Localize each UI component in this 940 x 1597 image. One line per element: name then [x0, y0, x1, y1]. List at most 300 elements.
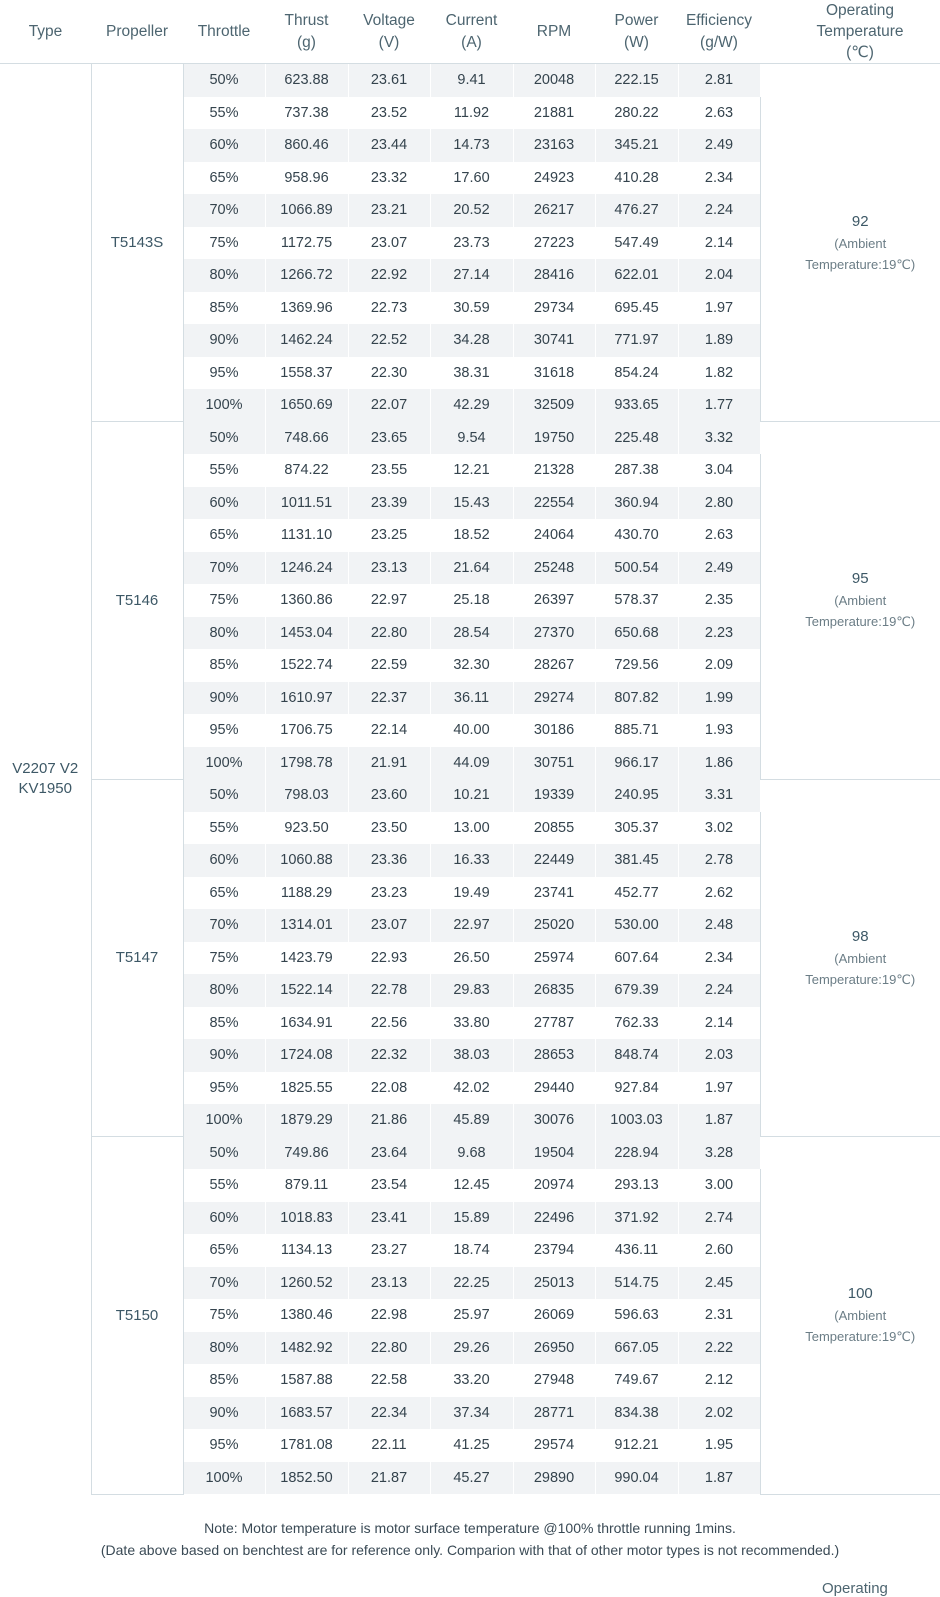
table-row	[0, 1137, 940, 1170]
current-cell: 28.54	[430, 617, 513, 650]
efficiency-cell: 3.00	[678, 1169, 760, 1202]
throttle-cell: 70%	[183, 1267, 265, 1300]
power-cell: 667.05	[595, 1332, 678, 1365]
power-cell: 854.24	[595, 357, 678, 390]
power-cell: 360.94	[595, 487, 678, 520]
table-row	[0, 64, 940, 97]
throttle-cell: 75%	[183, 1299, 265, 1332]
rpm-cell: 29734	[513, 292, 595, 325]
power-cell: 476.27	[595, 194, 678, 227]
thrust-cell: 1060.88	[265, 844, 348, 877]
current-cell: 33.80	[430, 1007, 513, 1040]
efficiency-cell: 1.99	[678, 682, 760, 715]
efficiency-cell: 2.09	[678, 649, 760, 682]
thrust-cell: 1634.91	[265, 1007, 348, 1040]
current-cell: 25.97	[430, 1299, 513, 1332]
power-cell: 280.22	[595, 97, 678, 130]
current-cell: 41.25	[430, 1429, 513, 1462]
temperature-value: 95	[761, 568, 940, 590]
rpm-cell: 21881	[513, 97, 595, 130]
rpm-cell: 30751	[513, 747, 595, 780]
rpm-cell: 29574	[513, 1429, 595, 1462]
voltage-cell: 23.39	[348, 487, 430, 520]
throttle-cell: 95%	[183, 357, 265, 390]
propeller-cell: T5146	[91, 422, 183, 780]
voltage-cell: 22.32	[348, 1039, 430, 1072]
voltage-cell: 21.87	[348, 1462, 430, 1495]
efficiency-cell: 1.86	[678, 747, 760, 780]
power-cell: 771.97	[595, 324, 678, 357]
thrust-cell: 1798.78	[265, 747, 348, 780]
ambient-temperature-note: (Ambient	[761, 1305, 940, 1326]
thrust-cell: 1706.75	[265, 714, 348, 747]
thrust-cell: 879.11	[265, 1169, 348, 1202]
power-cell: 547.49	[595, 227, 678, 260]
rpm-cell: 29440	[513, 1072, 595, 1105]
efficiency-cell: 2.02	[678, 1397, 760, 1430]
efficiency-cell: 2.62	[678, 877, 760, 910]
thrust-cell: 1587.88	[265, 1364, 348, 1397]
voltage-cell: 23.54	[348, 1169, 430, 1202]
throttle-cell: 70%	[183, 909, 265, 942]
rpm-cell: 31618	[513, 357, 595, 390]
efficiency-cell: 2.24	[678, 194, 760, 227]
power-cell: 927.84	[595, 1072, 678, 1105]
efficiency-cell: 2.63	[678, 97, 760, 130]
throttle-cell: 55%	[183, 1169, 265, 1202]
current-cell: 10.21	[430, 779, 513, 812]
efficiency-cell: 3.31	[678, 779, 760, 812]
rpm-cell: 25020	[513, 909, 595, 942]
thrust-cell: 798.03	[265, 779, 348, 812]
power-cell: 848.74	[595, 1039, 678, 1072]
throttle-cell: 80%	[183, 617, 265, 650]
voltage-cell: 23.65	[348, 422, 430, 455]
efficiency-cell: 2.04	[678, 259, 760, 292]
voltage-cell: 22.78	[348, 974, 430, 1007]
power-cell: 650.68	[595, 617, 678, 650]
power-cell: 410.28	[595, 162, 678, 195]
thrust-cell: 737.38	[265, 97, 348, 130]
throttle-cell: 70%	[183, 194, 265, 227]
throttle-cell: 60%	[183, 1202, 265, 1235]
power-cell: 305.37	[595, 812, 678, 845]
current-cell: 29.26	[430, 1332, 513, 1365]
power-cell: 966.17	[595, 747, 678, 780]
thrust-cell: 1558.37	[265, 357, 348, 390]
throttle-cell: 55%	[183, 454, 265, 487]
temperature-value: 92	[761, 211, 940, 233]
rpm-cell: 19339	[513, 779, 595, 812]
current-cell: 20.52	[430, 194, 513, 227]
current-cell: 17.60	[430, 162, 513, 195]
thrust-cell: 1246.24	[265, 552, 348, 585]
rpm-cell: 19750	[513, 422, 595, 455]
throttle-cell: 55%	[183, 97, 265, 130]
rpm-cell: 23741	[513, 877, 595, 910]
ambient-temperature-note: (Ambient	[761, 233, 940, 254]
rpm-cell: 20048	[513, 64, 595, 97]
rpm-cell: 23794	[513, 1234, 595, 1267]
throttle-cell: 90%	[183, 324, 265, 357]
current-cell: 21.64	[430, 552, 513, 585]
current-cell: 25.18	[430, 584, 513, 617]
power-cell: 749.67	[595, 1364, 678, 1397]
efficiency-cell: 2.74	[678, 1202, 760, 1235]
ambient-temperature-note: Temperature:19℃)	[761, 1326, 940, 1347]
current-cell: 23.73	[430, 227, 513, 260]
current-cell: 11.92	[430, 97, 513, 130]
current-cell: 29.83	[430, 974, 513, 1007]
header-row	[0, 0, 940, 64]
current-cell: 30.59	[430, 292, 513, 325]
rpm-cell: 30076	[513, 1104, 595, 1137]
throttle-cell: 65%	[183, 519, 265, 552]
thrust-cell: 1482.92	[265, 1332, 348, 1365]
ambient-temperature-note: Temperature:19℃)	[761, 969, 940, 990]
thrust-cell: 748.66	[265, 422, 348, 455]
rpm-cell: 20855	[513, 812, 595, 845]
thrust-cell: 1018.83	[265, 1202, 348, 1235]
efficiency-cell: 1.97	[678, 292, 760, 325]
rpm-cell: 25013	[513, 1267, 595, 1300]
voltage-cell: 23.13	[348, 1267, 430, 1300]
header-current: Current (A)	[430, 0, 513, 64]
current-cell: 45.89	[430, 1104, 513, 1137]
voltage-cell: 22.52	[348, 324, 430, 357]
rpm-cell: 24064	[513, 519, 595, 552]
voltage-cell: 23.21	[348, 194, 430, 227]
throttle-cell: 65%	[183, 877, 265, 910]
efficiency-cell: 2.14	[678, 227, 760, 260]
current-cell: 42.02	[430, 1072, 513, 1105]
efficiency-cell: 2.49	[678, 129, 760, 162]
thrust-cell: 1781.08	[265, 1429, 348, 1462]
table-header	[0, 0, 940, 64]
current-cell: 40.00	[430, 714, 513, 747]
rpm-cell: 22496	[513, 1202, 595, 1235]
power-cell: 345.21	[595, 129, 678, 162]
voltage-cell: 22.59	[348, 649, 430, 682]
current-cell: 33.20	[430, 1364, 513, 1397]
rpm-cell: 27223	[513, 227, 595, 260]
power-cell: 514.75	[595, 1267, 678, 1300]
thrust-cell: 1369.96	[265, 292, 348, 325]
thrust-cell: 1260.52	[265, 1267, 348, 1300]
efficiency-cell: 2.35	[678, 584, 760, 617]
thrust-cell: 1011.51	[265, 487, 348, 520]
voltage-cell: 22.80	[348, 1332, 430, 1365]
efficiency-cell: 2.49	[678, 552, 760, 585]
throttle-cell: 60%	[183, 487, 265, 520]
voltage-cell: 22.08	[348, 1072, 430, 1105]
rpm-cell: 22554	[513, 487, 595, 520]
rpm-cell: 27948	[513, 1364, 595, 1397]
efficiency-cell: 2.81	[678, 64, 760, 97]
current-cell: 37.34	[430, 1397, 513, 1430]
thrust-cell: 1360.86	[265, 584, 348, 617]
voltage-cell: 23.44	[348, 129, 430, 162]
operating-temperature-cell	[760, 422, 940, 780]
rpm-cell: 25248	[513, 552, 595, 585]
footnote-line-1: Note: Motor temperature is motor surface temperature @100% throttle running 1mins.	[0, 1517, 940, 1539]
rpm-cell: 28416	[513, 259, 595, 292]
temperature-value: 98	[761, 926, 940, 948]
ambient-temperature-note: Temperature:19℃)	[761, 611, 940, 632]
rpm-cell: 28771	[513, 1397, 595, 1430]
efficiency-cell: 2.22	[678, 1332, 760, 1365]
operating-temperature-cell	[760, 779, 940, 1137]
power-cell: 430.70	[595, 519, 678, 552]
thrust-cell: 1650.69	[265, 389, 348, 422]
rpm-cell: 29274	[513, 682, 595, 715]
throttle-cell: 75%	[183, 227, 265, 260]
power-cell: 500.54	[595, 552, 678, 585]
thrust-cell: 1134.13	[265, 1234, 348, 1267]
efficiency-cell: 2.48	[678, 909, 760, 942]
thrust-cell: 1462.24	[265, 324, 348, 357]
voltage-cell: 22.14	[348, 714, 430, 747]
voltage-cell: 22.58	[348, 1364, 430, 1397]
rpm-cell: 21328	[513, 454, 595, 487]
header-efficiency: Efficiency (g/W)	[678, 0, 760, 64]
throttle-cell: 85%	[183, 1007, 265, 1040]
efficiency-cell: 1.97	[678, 1072, 760, 1105]
throttle-cell: 95%	[183, 714, 265, 747]
voltage-cell: 22.34	[348, 1397, 430, 1430]
thrust-cell: 1879.29	[265, 1104, 348, 1137]
throttle-cell: 50%	[183, 422, 265, 455]
current-cell: 26.50	[430, 942, 513, 975]
power-cell: 436.11	[595, 1234, 678, 1267]
footnote-line-2: (Date above based on benchtest are for reference only. Comparion with that of other motor types is not recommended.)	[0, 1539, 940, 1561]
current-cell: 45.27	[430, 1462, 513, 1495]
efficiency-cell: 2.78	[678, 844, 760, 877]
power-cell: 371.92	[595, 1202, 678, 1235]
efficiency-cell: 3.02	[678, 812, 760, 845]
motor-type-cell	[0, 64, 91, 1495]
efficiency-cell: 3.32	[678, 422, 760, 455]
current-cell: 38.31	[430, 357, 513, 390]
rpm-cell: 28653	[513, 1039, 595, 1072]
voltage-cell: 21.91	[348, 747, 430, 780]
throttle-cell: 50%	[183, 64, 265, 97]
rpm-cell: 30186	[513, 714, 595, 747]
voltage-cell: 23.64	[348, 1137, 430, 1170]
efficiency-cell: 2.14	[678, 1007, 760, 1040]
power-cell: 912.21	[595, 1429, 678, 1462]
voltage-cell: 23.60	[348, 779, 430, 812]
ambient-temperature-note: Temperature:19℃)	[761, 254, 940, 275]
current-cell: 42.29	[430, 389, 513, 422]
power-cell: 293.13	[595, 1169, 678, 1202]
current-cell: 9.68	[430, 1137, 513, 1170]
throttle-cell: 60%	[183, 844, 265, 877]
ambient-temperature-note: (Ambient	[761, 590, 940, 611]
header-power: Power (W)	[595, 0, 678, 64]
voltage-cell: 22.11	[348, 1429, 430, 1462]
voltage-cell: 23.55	[348, 454, 430, 487]
header-rpm: RPM	[513, 0, 595, 64]
header-propeller: Propeller	[91, 0, 183, 64]
header-voltage: Voltage (V)	[348, 0, 430, 64]
rpm-cell: 26835	[513, 974, 595, 1007]
efficiency-cell: 2.80	[678, 487, 760, 520]
thrust-cell: 1172.75	[265, 227, 348, 260]
motor-type-line: KV1950	[0, 779, 91, 799]
thrust-cell: 1610.97	[265, 682, 348, 715]
rpm-cell: 23163	[513, 129, 595, 162]
voltage-cell: 21.86	[348, 1104, 430, 1137]
thrust-cell: 1724.08	[265, 1039, 348, 1072]
rpm-cell: 22449	[513, 844, 595, 877]
thrust-cell: 1131.10	[265, 519, 348, 552]
power-cell: 990.04	[595, 1462, 678, 1495]
power-cell: 885.71	[595, 714, 678, 747]
power-cell: 933.65	[595, 389, 678, 422]
throttle-cell: 55%	[183, 812, 265, 845]
voltage-cell: 23.23	[348, 877, 430, 910]
footnote	[0, 1517, 940, 1561]
ambient-temperature-note: (Ambient	[761, 948, 940, 969]
efficiency-cell: 2.03	[678, 1039, 760, 1072]
efficiency-cell: 3.28	[678, 1137, 760, 1170]
throttle-cell: 70%	[183, 552, 265, 585]
rpm-cell: 26397	[513, 584, 595, 617]
throttle-cell: 85%	[183, 1364, 265, 1397]
throttle-cell: 90%	[183, 682, 265, 715]
current-cell: 14.73	[430, 129, 513, 162]
power-cell: 729.56	[595, 649, 678, 682]
efficiency-cell: 1.87	[678, 1104, 760, 1137]
thrust-cell: 874.22	[265, 454, 348, 487]
temperature-value: 100	[761, 1283, 940, 1305]
throttle-cell: 95%	[183, 1429, 265, 1462]
voltage-cell: 23.07	[348, 227, 430, 260]
power-cell: 679.39	[595, 974, 678, 1007]
throttle-cell: 50%	[183, 1137, 265, 1170]
rpm-cell: 26950	[513, 1332, 595, 1365]
power-cell: 596.63	[595, 1299, 678, 1332]
rpm-cell: 27370	[513, 617, 595, 650]
rpm-cell: 25974	[513, 942, 595, 975]
efficiency-cell: 2.12	[678, 1364, 760, 1397]
table-row	[0, 422, 940, 455]
throttle-cell: 80%	[183, 259, 265, 292]
rpm-cell: 28267	[513, 649, 595, 682]
efficiency-cell: 3.04	[678, 454, 760, 487]
efficiency-cell: 2.24	[678, 974, 760, 1007]
thrust-cell: 1188.29	[265, 877, 348, 910]
thrust-cell: 1314.01	[265, 909, 348, 942]
rpm-cell: 24923	[513, 162, 595, 195]
efficiency-cell: 1.95	[678, 1429, 760, 1462]
throttle-cell: 100%	[183, 1462, 265, 1495]
current-cell: 18.52	[430, 519, 513, 552]
voltage-cell: 22.92	[348, 259, 430, 292]
power-cell: 530.00	[595, 909, 678, 942]
thrust-cell: 623.88	[265, 64, 348, 97]
throttle-cell: 80%	[183, 974, 265, 1007]
throttle-cell: 100%	[183, 747, 265, 780]
thrust-cell: 1852.50	[265, 1462, 348, 1495]
thrust-cell: 1522.74	[265, 649, 348, 682]
current-cell: 16.33	[430, 844, 513, 877]
current-cell: 22.25	[430, 1267, 513, 1300]
efficiency-cell: 2.31	[678, 1299, 760, 1332]
efficiency-cell: 1.93	[678, 714, 760, 747]
efficiency-cell: 2.34	[678, 942, 760, 975]
thrust-cell: 1066.89	[265, 194, 348, 227]
current-cell: 12.45	[430, 1169, 513, 1202]
throttle-cell: 65%	[183, 1234, 265, 1267]
thrust-cell: 860.46	[265, 129, 348, 162]
thrust-cell: 1453.04	[265, 617, 348, 650]
throttle-cell: 90%	[183, 1039, 265, 1072]
efficiency-cell: 2.45	[678, 1267, 760, 1300]
propeller-cell: T5150	[91, 1137, 183, 1495]
voltage-cell: 23.27	[348, 1234, 430, 1267]
thrust-cell: 1423.79	[265, 942, 348, 975]
throttle-cell: 50%	[183, 779, 265, 812]
power-cell: 762.33	[595, 1007, 678, 1040]
voltage-cell: 23.50	[348, 812, 430, 845]
current-cell: 12.21	[430, 454, 513, 487]
efficiency-cell: 1.77	[678, 389, 760, 422]
voltage-cell: 23.25	[348, 519, 430, 552]
efficiency-cell: 2.63	[678, 519, 760, 552]
throttle-cell: 95%	[183, 1072, 265, 1105]
propeller-cell: T5143S	[91, 64, 183, 422]
current-cell: 32.30	[430, 649, 513, 682]
voltage-cell: 23.41	[348, 1202, 430, 1235]
throttle-cell: 100%	[183, 1104, 265, 1137]
efficiency-cell: 1.87	[678, 1462, 760, 1495]
efficiency-cell: 1.82	[678, 357, 760, 390]
rpm-cell: 27787	[513, 1007, 595, 1040]
voltage-cell: 23.07	[348, 909, 430, 942]
power-cell: 1003.03	[595, 1104, 678, 1137]
operating-temperature-cell	[760, 1137, 940, 1495]
power-cell: 240.95	[595, 779, 678, 812]
efficiency-cell: 2.23	[678, 617, 760, 650]
rpm-cell: 32509	[513, 389, 595, 422]
power-cell: 807.82	[595, 682, 678, 715]
current-cell: 15.43	[430, 487, 513, 520]
thrust-cell: 1825.55	[265, 1072, 348, 1105]
current-cell: 22.97	[430, 909, 513, 942]
thrust-cell: 1683.57	[265, 1397, 348, 1430]
current-cell: 36.11	[430, 682, 513, 715]
thrust-cell: 749.86	[265, 1137, 348, 1170]
power-cell: 287.38	[595, 454, 678, 487]
motor-type-line: V2207 V2	[0, 759, 91, 779]
current-cell: 13.00	[430, 812, 513, 845]
voltage-cell: 22.98	[348, 1299, 430, 1332]
voltage-cell: 22.80	[348, 617, 430, 650]
power-cell: 622.01	[595, 259, 678, 292]
power-cell: 381.45	[595, 844, 678, 877]
throttle-cell: 65%	[183, 162, 265, 195]
throttle-cell: 90%	[183, 1397, 265, 1430]
power-cell: 578.37	[595, 584, 678, 617]
throttle-cell: 75%	[183, 942, 265, 975]
power-cell: 222.15	[595, 64, 678, 97]
header-thrust: Thrust (g)	[265, 0, 348, 64]
throttle-cell: 100%	[183, 389, 265, 422]
voltage-cell: 22.30	[348, 357, 430, 390]
thrust-cell: 958.96	[265, 162, 348, 195]
